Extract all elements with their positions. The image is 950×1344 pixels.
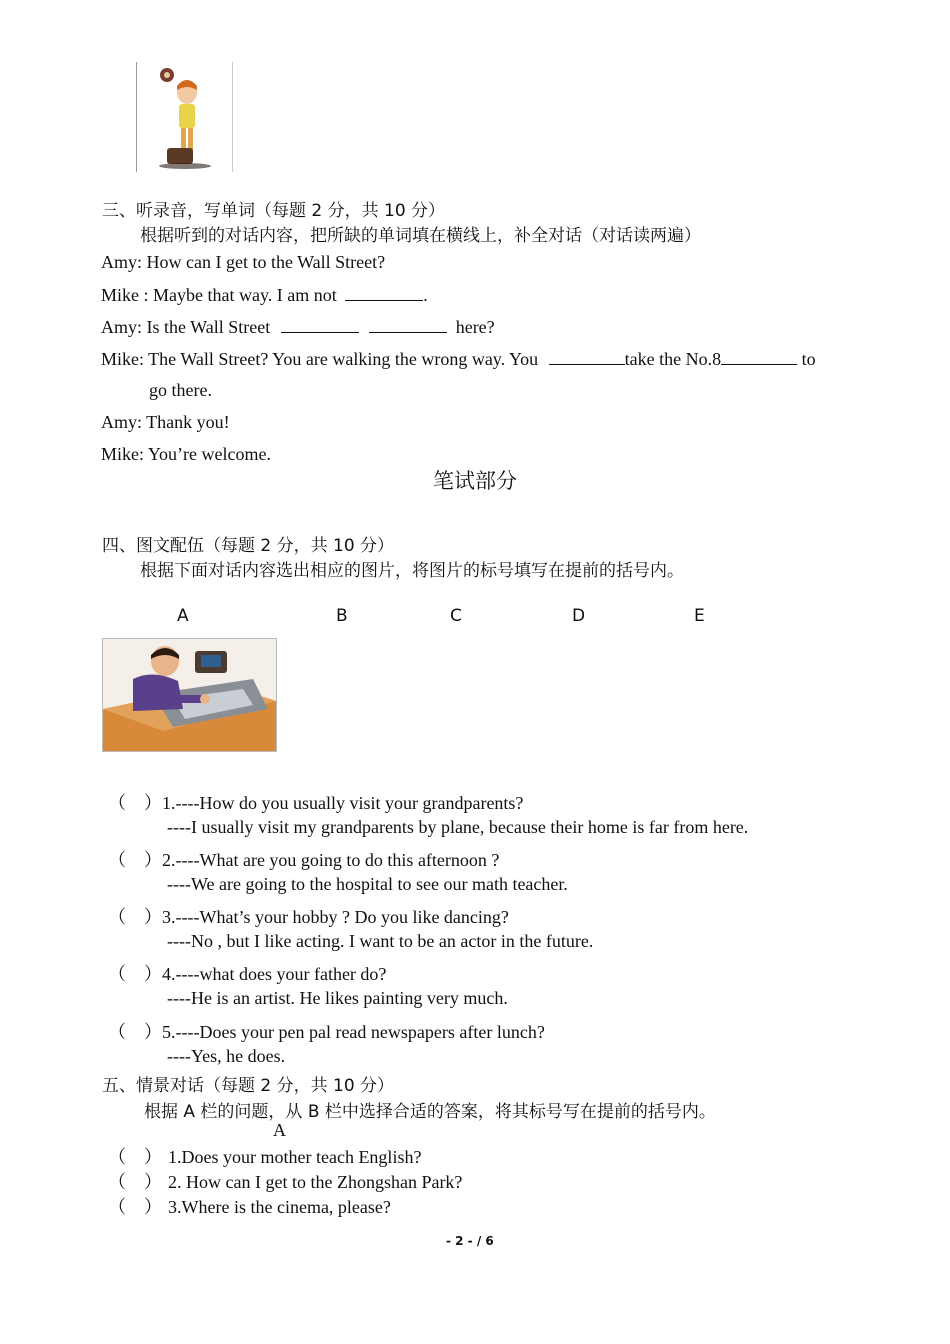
dialogue-line-4-end: to [801,349,816,369]
man-painting-illustration [103,639,276,751]
page-number: - 2 - / 6 [446,1234,494,1248]
match-item-1-question: 1.----How do you usually visit your grandparents? [162,793,524,813]
answer-blank-5[interactable] [721,348,797,365]
dialogue-item-3-question: 3.Where is the cinema, please? [168,1197,391,1217]
picture-label-a: A [177,606,189,626]
match-item-2-question: 2.----What are you going to do this afternoon ? [162,850,500,870]
match-item-2 [108,846,499,872]
dialogue-line-6: Mike: You’re welcome. [101,444,271,464]
dialogue-paren-3[interactable]: （ ） [108,1197,162,1217]
match-item-1 [108,789,523,815]
picture-label-b: B [336,606,348,626]
dialogue-item-2-question: 2. How can I get to the Zhongshan Park? [168,1172,463,1192]
dialogue-line-3-end: here? [455,317,495,337]
answer-blank-4[interactable] [549,348,625,365]
match-item-4 [108,960,386,986]
match-item-5 [108,1018,545,1044]
picture-label-c: C [450,606,462,626]
dialogue-paren-1[interactable]: （ ） [108,1147,162,1167]
match-item-1-answer: ----I usually visit my grandparents by plane, because their home is far from here. [167,817,749,837]
match-item-2-answer: ----We are going to the hospital to see our math teacher. [167,874,568,894]
dialogue-item-1-question: 1.Does your mother teach English? [168,1147,422,1167]
section4-heading: 四、图文配伍（每题 2 分，共 10 分） [102,536,395,556]
section3-heading: 三、听录音，写单词（每题 2 分，共 10 分） [102,201,446,221]
dialogue-item-1 [108,1143,421,1169]
match-item-3-answer: ----No , but I like acting. I want to be an actor in the future. [167,931,594,951]
dialogue-line-2-text: Mike : Maybe that way. I am not [101,285,337,305]
man-painting-picture [102,638,277,752]
match-item-5-question: 5.----Does your pen pal read newspapers after lunch? [162,1022,545,1042]
match-item-5-answer: ----Yes, he does. [167,1046,286,1066]
dialogue-line-2-end: . [423,285,428,305]
boy-illustration [137,62,232,172]
answer-blank-2[interactable] [281,316,359,333]
answer-paren-4[interactable]: （ ） [108,964,162,984]
match-item-4-answer: ----He is an artist. He likes painting very much. [167,988,508,1008]
boy-with-suitcase-picture [136,62,233,172]
dialogue-line-4 [101,348,816,370]
match-item-4-question: 4.----what does your father do? [162,964,387,984]
dialogue-paren-2[interactable]: （ ） [108,1172,162,1192]
dialogue-line-5: Amy: Thank you! [101,412,230,432]
answer-blank-3[interactable] [369,316,447,333]
picture-label-d: D [572,606,586,626]
answer-paren-5[interactable]: （ ） [108,1022,162,1042]
dialogue-line-3 [101,316,495,338]
answer-blank-1[interactable] [345,284,423,301]
dialogue-line-4-cont: go there. [149,380,212,400]
answer-paren-3[interactable]: （ ） [108,907,162,927]
match-item-3 [108,903,509,929]
section5-heading: 五、情景对话（每题 2 分，共 10 分） [102,1076,395,1096]
written-part-title: 笔试部分 [433,469,517,493]
dialogue-line-3-text: Amy: Is the Wall Street [101,317,271,337]
section3-instruction: 根据听到的对话内容，把所缺的单词填在横线上，补全对话（对话读两遍） [140,226,701,246]
section5-instruction: 根据 A 栏的问题，从 B 栏中选择合适的答案，将其标号写在提前的括号内。 [144,1102,716,1122]
match-item-3-question: 3.----What’s your hobby ? Do you like dancing? [162,907,509,927]
answer-paren-2[interactable]: （ ） [108,850,162,870]
answer-paren-1[interactable]: （ ） [108,793,162,813]
dialogue-line-4-text: Mike: The Wall Street? You are walking the wrong way. You [101,349,539,369]
column-a-label: A [273,1120,286,1140]
dialogue-line-1: Amy: How can I get to the Wall Street? [101,252,386,272]
dialogue-item-2 [108,1168,462,1194]
dialogue-line-4-mid: take the No.8 [624,349,722,369]
dialogue-item-3 [108,1193,391,1219]
dialogue-line-2 [101,284,428,306]
section4-instruction: 根据下面对话内容选出相应的图片，将图片的标号填写在提前的括号内。 [140,561,684,581]
picture-label-e: E [694,606,705,626]
